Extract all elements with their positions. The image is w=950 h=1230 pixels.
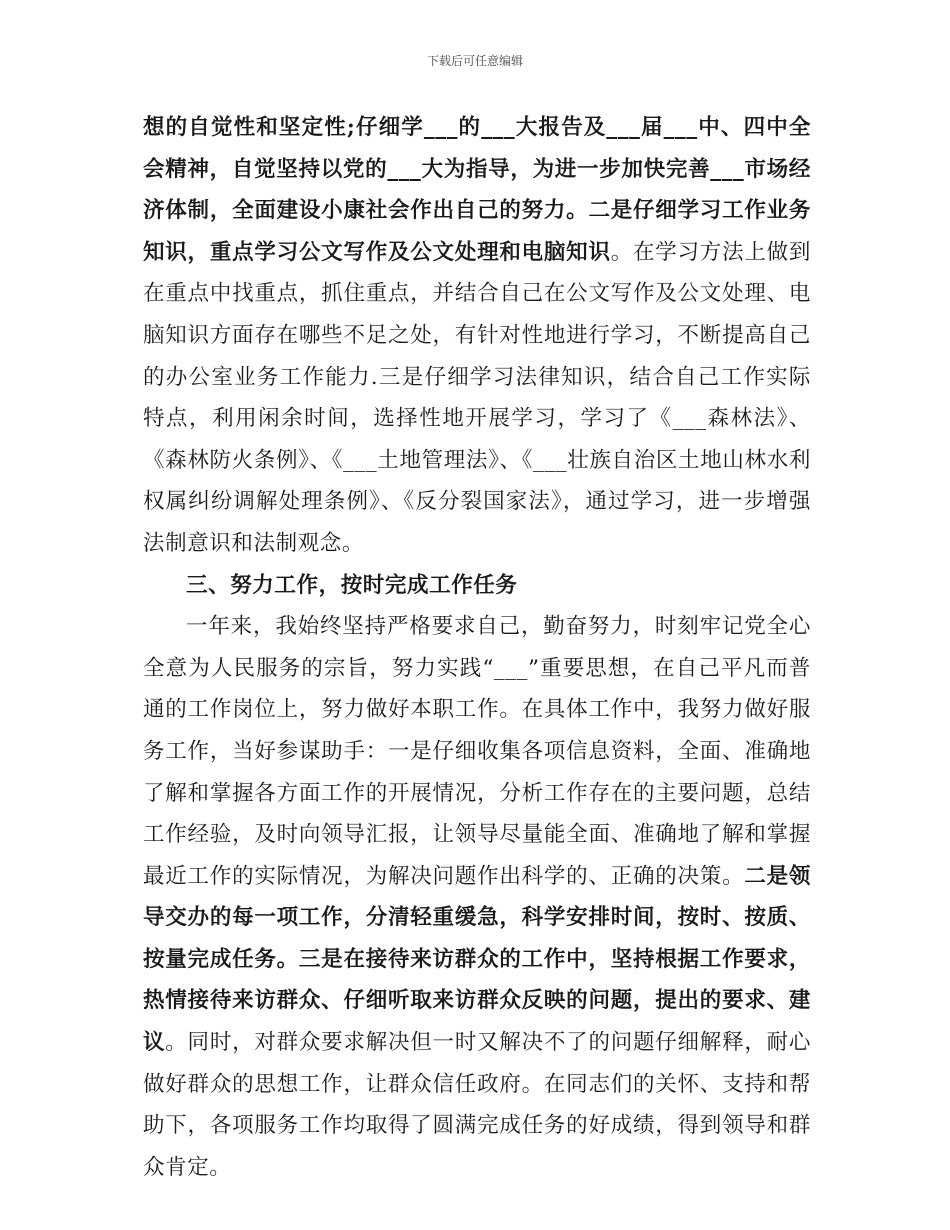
paragraph-study [143,107,811,565]
paragraph-study-text: 。在学习方法上做到在重点中找重点，抓住重点，并结合自己在公文写作及公文处理、电脑知识方面存在哪些不足之处，有针对性地进行学习，不断提高自己的办公室业务工作能力.三是仔细学习法律知识，结合自己工作实际特点，利用闲余时间，选择性地开展学习，学习了《___森林法》、《森林防火条例》、《___土地管理法》、《___壮族自治区土地山林水利权属纠纷调解处理条例》、《反分裂国家法》，通过学习，进一步增强法制意识和法制观念。 [143,239,811,556]
paragraph-study-bold-text: 想的自觉性和坚定性;仔细学___的___大报告及___届___中、四中全会精神，自觉坚持以党的___大为指导，为进一步加快完善___市场经济体制，全面建设小康社会作出自己的努力。二是仔细学习工作业务知识，重点学习公文写作及公文处理和电脑知识 [143,115,811,265]
section-heading: 三、努力工作，按时完成工作任务 [186,572,518,598]
document-body [143,107,811,1188]
paragraph-work-bold-text: 二是领导交办的每一项工作，分清轻重缓急，科学安排时间，按时、按质、按量完成任务。三是在接待来访群众的工作中，坚持根据工作要求，热情接待来访群众、仔细听取来访群众反映的问题，提出的要求、建议 [143,863,811,1056]
paragraph-work-text-2: 。同时，对群众要求解决但一时又解决不了的问题仔细解释，耐心做好群众的思想工作，让群众信任政府。在同志们的关怀、支持和帮助下，各项服务工作均取得了圆满完成任务的好成绩，得到领导和群众肯定。 [143,1030,811,1180]
paragraph-work [143,606,811,1188]
page-header: 下载后可任意编辑 [426,54,523,68]
paragraph-work-text-1: 一年来，我始终坚持严格要求自己，勤奋努力，时刻牢记党全心全意为人民服务的宗旨，努力实践“___”重要思想，在自己平凡而普通的工作岗位上，努力做好本职工作。在具体工作中，我努力做好服务工作，当好参谋助手：一是仔细收集各项信息资料，全面、准确地了解和掌握各方面工作的开展情况，分析工作存在的主要问题，总结工作经验，及时向领导汇报，让领导尽量能全面、准确地了解和掌握最近工作的实际情况，为解决问题作出科学的、正确的决策。 [143,614,811,889]
